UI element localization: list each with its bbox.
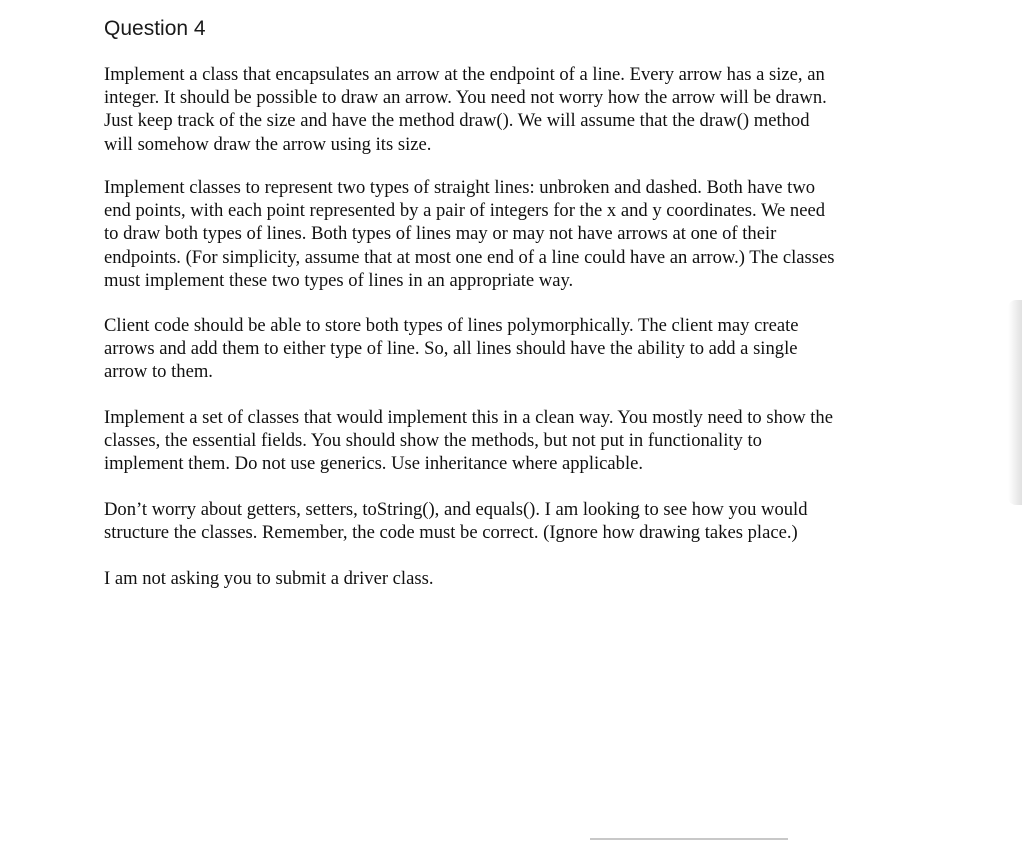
paragraph-line-classes — [104, 176, 904, 292]
paragraph-line: Just keep track of the size and have the method draw(). We will assume that the draw() method — [104, 110, 810, 132]
paragraph-line: Client code should be able to store both types of lines polymorphically. The client may create — [104, 315, 799, 336]
paragraph-line: to draw both types of lines. Both types of lines may or may not have arrows at one of their — [104, 223, 777, 245]
paragraph-line: integer. It should be possible to draw an arrow. You need not worry how the arrow will be drawn. — [104, 87, 827, 109]
page-edge-shadow — [1008, 300, 1022, 505]
paragraph-line: end points, with each point represented by a pair of integers for the x and y coordinates. We need — [104, 200, 826, 222]
paragraph-line: Implement a class that encapsulates an arrow at the endpoint of a line. Every arrow has a size, an — [104, 64, 825, 85]
paragraph-line: arrow to them. — [104, 361, 213, 383]
paragraph-line: I am not asking you to submit a driver class. — [104, 568, 434, 589]
paragraph-getters-setters-note — [104, 498, 904, 544]
paragraph-line: Implement classes to represent two types of straight lines: unbroken and dashed. Both have two — [104, 177, 816, 198]
paragraph-line: Implement a set of classes that would implement this in a clean way. You mostly need to show the — [104, 407, 833, 428]
paragraph-implementation-requirements — [104, 406, 904, 476]
paragraph-line: endpoints. (For simplicity, assume that at most one end of a line could have an arrow.) The classes — [104, 246, 835, 268]
paragraph-line: implement them. Do not use generics. Use inheritance where applicable. — [104, 453, 644, 475]
paragraph-line: arrows and add them to either type of line. So, all lines should have the ability to add a single — [104, 338, 798, 360]
paragraph-line: must implement these two types of lines in an appropriate way. — [104, 269, 574, 291]
paragraph-driver-note — [104, 567, 904, 590]
paragraph-line: will somehow draw the arrow using its size. — [104, 133, 432, 155]
paragraph-client-code — [104, 314, 904, 384]
paragraph-line: structure the classes. Remember, the code must be correct. (Ignore how drawing takes place.) — [104, 522, 798, 544]
question-title: Question 4 — [104, 17, 206, 40]
bottom-divider — [590, 838, 788, 840]
paragraph-arrow-class — [104, 63, 904, 156]
paragraph-line: Don’t worry about getters, setters, toString(), and equals(). I am looking to see how you would — [104, 499, 808, 520]
paragraph-line: classes, the essential fields. You should show the methods, but not put in functionality to — [104, 430, 762, 452]
